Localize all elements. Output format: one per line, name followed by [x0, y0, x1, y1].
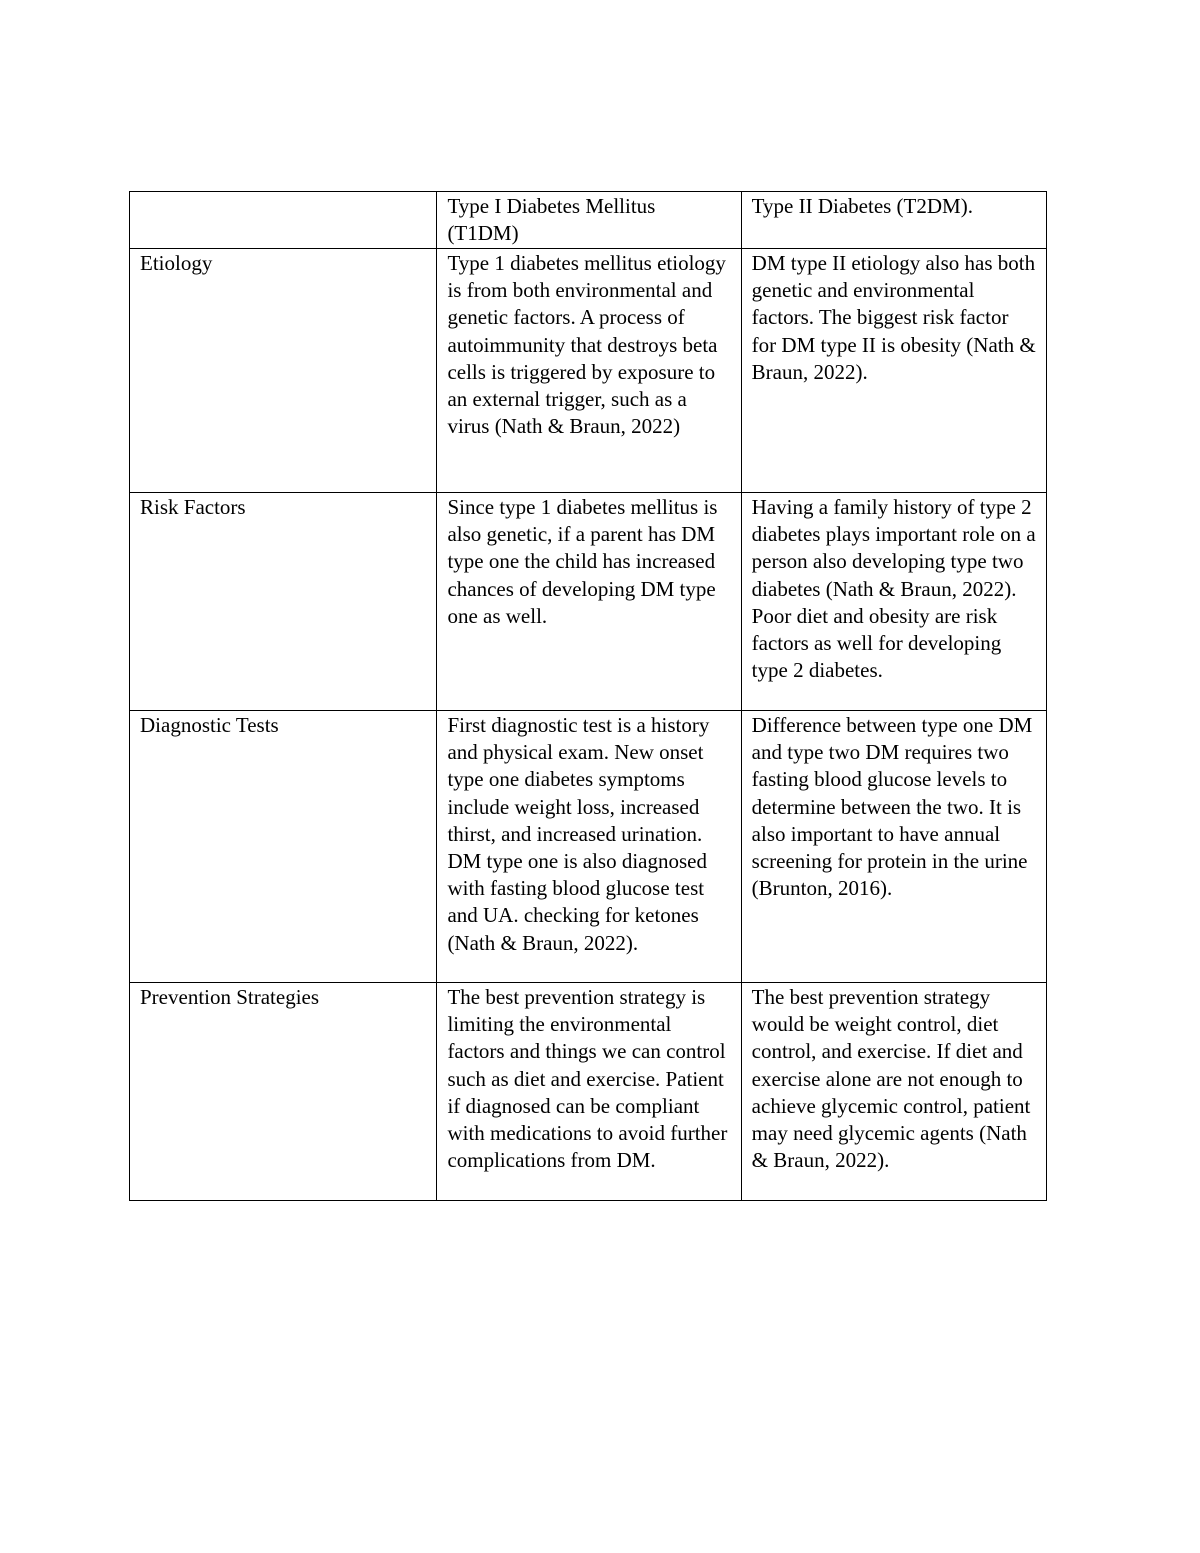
row-label-cell: Prevention Strategies	[130, 983, 437, 1201]
header-empty-cell	[130, 192, 437, 249]
table-row-etiology	[130, 249, 1047, 493]
type1-cell: The best prevention strategy is limiting the environmental factors and things we can control such as diet and exercise. Patient if diagnosed can be compliant with medications to avoid further complications from DM.	[437, 983, 741, 1201]
table-row-diagnostic-tests	[130, 711, 1047, 983]
type1-cell: First diagnostic test is a history and physical exam. New onset type one diabetes symptoms include weight loss, increased thirst, and increased urination. DM type one is also diagnosed with fasting blood glucose test and UA. checking for ketones (Nath & Braun, 2022).	[437, 711, 741, 983]
type2-cell: Difference between type one DM and type two DM requires two fasting blood glucose levels to determine between the two. It is also important to have annual screening for protein in the urine (Brunton, 2016).	[741, 711, 1046, 983]
comparison-table	[129, 191, 1047, 1201]
type1-cell: Type 1 diabetes mellitus etiology is from both environmental and genetic factors. A process of autoimmunity that destroys beta cells is triggered by exposure to an external trigger, such as a virus (Nath & Braun, 2022)	[437, 249, 741, 493]
table-row-prevention-strategies	[130, 983, 1047, 1201]
row-label-cell: Etiology	[130, 249, 437, 493]
type2-cell: The best prevention strategy would be weight control, diet control, and exercise. If diet and exercise alone are not enough to achieve glycemic control, patient may need glycemic agents (Nath & Braun, 2022).	[741, 983, 1046, 1201]
table-row-risk-factors	[130, 493, 1047, 711]
header-type1-cell: Type I Diabetes Mellitus (T1DM)	[437, 192, 741, 249]
type2-cell: Having a family history of type 2 diabetes plays important role on a person also developing type two diabetes (Nath & Braun, 2022). Poor diet and obesity are risk factors as well for developing type 2 diabetes.	[741, 493, 1046, 711]
row-label-cell: Risk Factors	[130, 493, 437, 711]
type2-cell: DM type II etiology also has both genetic and environmental factors. The biggest risk factor for DM type II is obesity (Nath & Braun, 2022).	[741, 249, 1046, 493]
table-header-row	[130, 192, 1047, 249]
type1-cell: Since type 1 diabetes mellitus is also genetic, if a parent has DM type one the child has increased chances of developing DM type one as well.	[437, 493, 741, 711]
row-label-cell: Diagnostic Tests	[130, 711, 437, 983]
header-type2-cell: Type II Diabetes (T2DM).	[741, 192, 1046, 249]
